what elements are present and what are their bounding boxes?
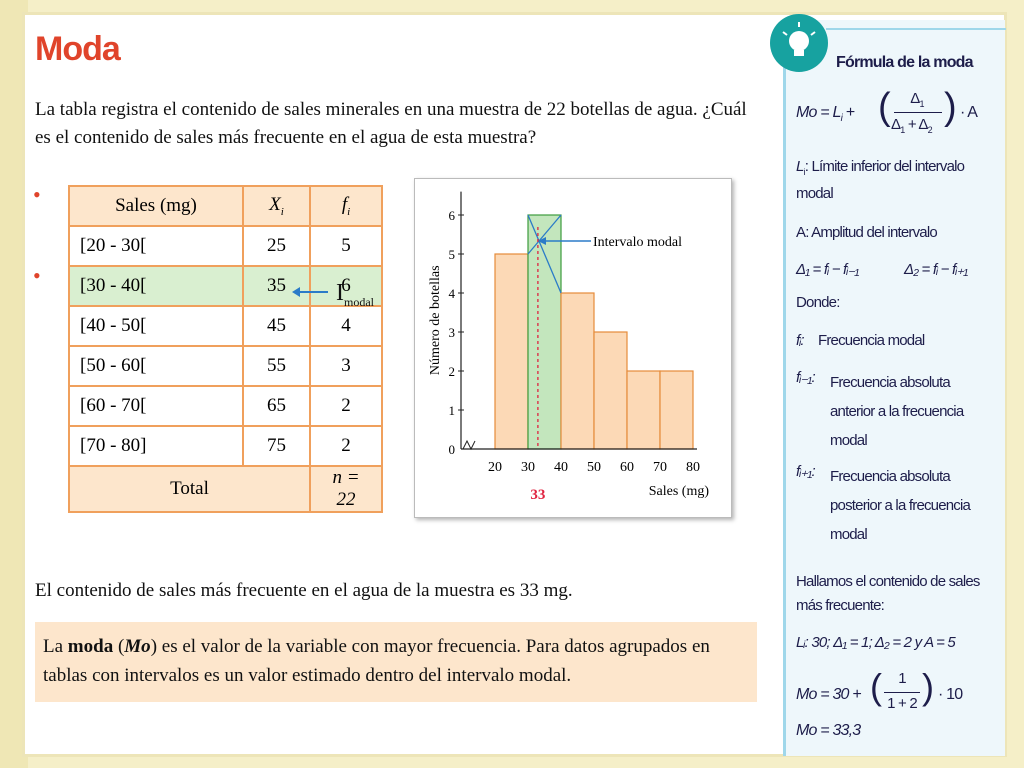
y-tick-label: 6 [448, 208, 455, 223]
calc-paren-right: ) [922, 666, 934, 707]
cell-total-label: Total [69, 466, 310, 512]
frequency-table [68, 185, 383, 513]
calc-fraction-bar [884, 692, 920, 693]
formula-plus: + [845, 104, 855, 121]
modal-label-i: I [336, 280, 344, 306]
annotation-label: Intervalo modal [593, 235, 683, 250]
bullet-2: • [33, 263, 41, 288]
values-line: Lᵢ: 30; Δ₁ = 1; Δ₂ = 2 y A = 5 [796, 634, 955, 651]
modal-label-sub: modal [344, 294, 374, 309]
histogram-bar [561, 293, 594, 449]
header-xi-label: X [269, 194, 281, 216]
modal-label [336, 280, 374, 310]
calc-lhs: Mo = 30 + [796, 686, 861, 703]
histogram-bar [660, 371, 693, 449]
cell-xi: 35 [243, 266, 310, 306]
x-tick-label: 70 [653, 460, 667, 475]
y-tick-label: 4 [448, 286, 455, 301]
cell-fi: 2 [310, 426, 382, 466]
table-row [69, 346, 382, 386]
conclusion-text: El contenido de sales más frecuente en el agua de la muestra es 33 mg. [35, 580, 573, 601]
formula-numerator [894, 90, 940, 109]
x-tick-label: 60 [620, 460, 634, 475]
lightbulb-icon [770, 14, 828, 72]
y-tick-label: 2 [448, 364, 455, 379]
cell-xi: 75 [243, 426, 310, 466]
y-tick-label: 5 [448, 247, 455, 262]
denominator-delta2: Δ [918, 116, 928, 133]
fim1-symbol: fᵢ₋₁: [796, 369, 815, 386]
calc-numerator: 1 [898, 670, 906, 687]
cell-interval: [20 - 30[ [69, 226, 243, 266]
cell-xi: 25 [243, 226, 310, 266]
li-symbol: L [796, 158, 804, 175]
cell-interval: [50 - 60[ [69, 346, 243, 386]
fi-symbol: fᵢ: [796, 332, 804, 349]
denominator-delta1: Δ [891, 116, 901, 133]
definition-text-1: La [43, 636, 68, 657]
calc-paren-left: ( [870, 666, 882, 707]
table-row [69, 306, 382, 346]
fim1-text: Frecuencia absoluta anterior a la frecuencia modal [830, 374, 964, 449]
header-fi-label: f [341, 194, 348, 216]
cell-fi: 6 [310, 266, 382, 306]
numerator-delta: Δ [910, 90, 920, 107]
cell-interval: [70 - 80] [69, 426, 243, 466]
denominator-sub1: 1 [900, 125, 905, 135]
li-sub: i [803, 167, 805, 177]
histogram-bar [627, 371, 660, 449]
histogram-bar [528, 215, 561, 449]
x-tick-label: 50 [587, 460, 601, 475]
sidebar-header: Fórmula de la moda [836, 54, 973, 71]
table-row [69, 426, 382, 466]
denominator-sub2: 2 [927, 125, 932, 135]
histogram-panel [414, 178, 732, 518]
calc-rhs: · 10 [938, 686, 963, 703]
y-axis-label: Número de botellas [428, 265, 443, 376]
calc-denominator: 1 + 2 [887, 695, 917, 712]
header-fi [310, 186, 382, 226]
fi-text: Frecuencia modal [818, 332, 925, 349]
formula-lhs-text: Mo = L [796, 104, 841, 121]
formula-denominator: $\Delta_1 + \Delta_2$ [891, 116, 932, 135]
x-tick-label: 30 [521, 460, 535, 475]
header-fi-sub: i [347, 205, 351, 218]
y-tick-label: 0 [448, 442, 455, 457]
delta2-equation: Δ₂ = fᵢ − fᵢ₊₁ [904, 261, 968, 278]
cell-interval: [40 - 50[ [69, 306, 243, 346]
definition-symbol: Mo [124, 636, 151, 657]
mode-marker-label: 33 [530, 487, 546, 503]
cell-fi: 4 [310, 306, 382, 346]
intro-paragraph: La tabla registra el contenido de sales minerales en una muestra de 22 botellas de agua. ¿Cuál es el contenido de sales más frecuente en el agua de esta muestra? [35, 99, 747, 148]
formula-lhs [796, 104, 854, 124]
result-text: Mo = 33,3 [796, 722, 861, 739]
bullet-1: • [33, 182, 41, 207]
modal-arrow [290, 280, 330, 304]
numerator-sub: 1 [919, 99, 924, 109]
cell-total-value: n = 22 [310, 466, 382, 512]
x-tick-label: 20 [488, 460, 502, 475]
hallamos-text: Hallamos el contenido de sales más frecuente: [796, 573, 980, 614]
cell-interval: [60 - 70[ [69, 386, 243, 426]
x-tick-label: 80 [686, 460, 700, 475]
table-row [69, 226, 382, 266]
cell-fi: 2 [310, 386, 382, 426]
cell-fi: 5 [310, 226, 382, 266]
definition-text-3: ) es el valor de la variable con mayor frecuencia. Para datos agrupados en tablas con intervalos es un valor estimado dentro del intervalo modal. [43, 636, 710, 686]
histogram-bar [594, 332, 627, 449]
table-row [69, 386, 382, 426]
donde-label: Donde: [796, 294, 840, 311]
formula-times-a: · A [960, 104, 978, 121]
histogram-bar [495, 254, 528, 449]
definition-text-2: ( [113, 636, 125, 657]
y-tick-label: 1 [448, 403, 455, 418]
header-xi-sub: i [280, 205, 284, 218]
axis-break [463, 441, 475, 449]
formula-paren-left: ( [878, 86, 890, 128]
sidebar-rule [826, 28, 1006, 30]
li-text: : Límite inferior del intervalo modal [796, 158, 965, 202]
li-definition [796, 156, 996, 205]
cell-xi: 65 [243, 386, 310, 426]
header-xi [243, 186, 310, 226]
definition-term: moda [67, 636, 114, 657]
header-sales: Sales (mg) [69, 186, 243, 226]
page-title: Moda [35, 30, 120, 68]
delta1-equation: Δ₁ = fᵢ − fᵢ₋₁ [796, 261, 859, 278]
formula-paren-right: ) [944, 86, 956, 128]
formula-fraction-bar [894, 112, 942, 113]
cell-xi: 45 [243, 306, 310, 346]
table-header-row [69, 186, 382, 226]
cell-interval: [30 - 40[ [69, 266, 243, 306]
fip1-symbol: fᵢ₊₁: [796, 463, 815, 480]
histogram-chart [415, 179, 731, 517]
formula-sidebar [783, 20, 1005, 756]
y-tick-label: 3 [448, 325, 455, 340]
formula-lhs-sub: i [840, 113, 842, 125]
cell-xi: 55 [243, 346, 310, 386]
x-tick-label: 40 [554, 460, 568, 475]
table-total-row [69, 466, 382, 512]
fip1-text: Frecuencia absoluta posterior a la frecuencia modal [830, 468, 971, 543]
cell-fi: 3 [310, 346, 382, 386]
definition-box [35, 622, 757, 702]
x-axis-label: Sales (mg) [648, 484, 709, 499]
a-definition: A: Amplitud del intervalo [796, 224, 937, 241]
